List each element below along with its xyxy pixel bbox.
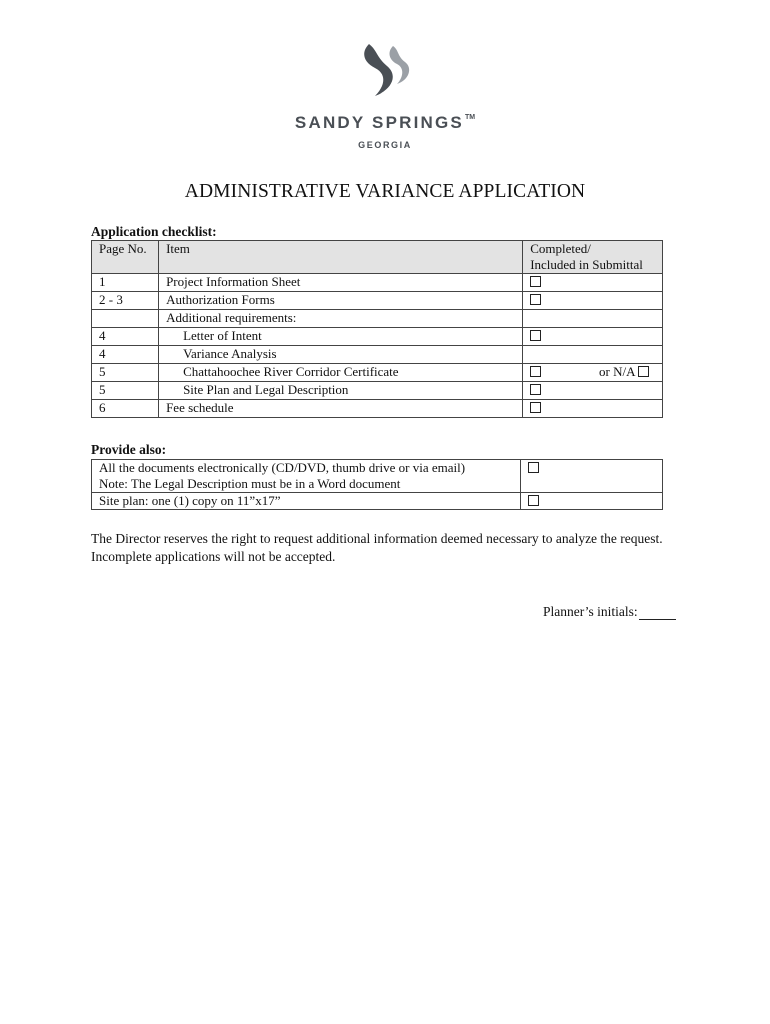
- table-row: All the documents electronically (CD/DVD, thumb drive or via email) Note: The Legal Description must be in a Word document: [92, 460, 663, 493]
- page-title: ADMINISTRATIVE VARIANCE APPLICATION: [184, 181, 586, 202]
- table-row: 4 Variance Analysis: [92, 346, 663, 364]
- table-header-row: [92, 241, 663, 274]
- completed-checkbox[interactable]: [530, 294, 541, 305]
- table-row: 4 Letter of Intent: [92, 328, 663, 346]
- provide-also-label: Provide also:: [91, 442, 167, 457]
- completed-checkbox[interactable]: [530, 276, 541, 287]
- completed-checkbox[interactable]: [528, 495, 539, 506]
- checklist-label: Application checklist:: [91, 224, 217, 239]
- logo: [0, 40, 770, 102]
- na-checkbox[interactable]: [638, 366, 649, 377]
- table-row: Additional requirements:: [92, 310, 663, 328]
- header-page-no: Page No.: [92, 241, 159, 274]
- completed-checkbox[interactable]: [530, 384, 541, 395]
- trademark: TM: [464, 114, 476, 121]
- table-row: 2 - 3 Authorization Forms: [92, 292, 663, 310]
- table-row: Site plan: one (1) copy on 11”x17”: [92, 493, 663, 510]
- planner-initials: Planner’s initials:: [543, 604, 676, 620]
- header-status: Completed/ Included in Submittal: [523, 241, 663, 274]
- table-row: 6 Fee schedule: [92, 400, 663, 418]
- checklist-table: [91, 240, 663, 418]
- flame-swirl-icon: [355, 40, 415, 102]
- org-state: GEORGIA: [358, 140, 412, 150]
- provide-also-table: [91, 459, 663, 510]
- na-option: or N/A: [599, 364, 649, 380]
- initials-field[interactable]: [639, 605, 676, 620]
- table-row: 1 Project Information Sheet: [92, 274, 663, 292]
- director-note: The Director reserves the right to request additional information deemed necessary to analyze the request. Incomplete applications will not be accepted.: [91, 531, 663, 564]
- org-name: SANDY SPRINGS™: [294, 113, 476, 132]
- completed-checkbox[interactable]: [528, 462, 539, 473]
- table-row: 5 Chattahoochee River Corridor Certificate or N/A: [92, 364, 663, 382]
- completed-checkbox[interactable]: [530, 402, 541, 413]
- header-item: Item: [159, 241, 523, 274]
- completed-checkbox[interactable]: [530, 366, 541, 377]
- table-row: 5 Site Plan and Legal Description: [92, 382, 663, 400]
- completed-checkbox[interactable]: [530, 330, 541, 341]
